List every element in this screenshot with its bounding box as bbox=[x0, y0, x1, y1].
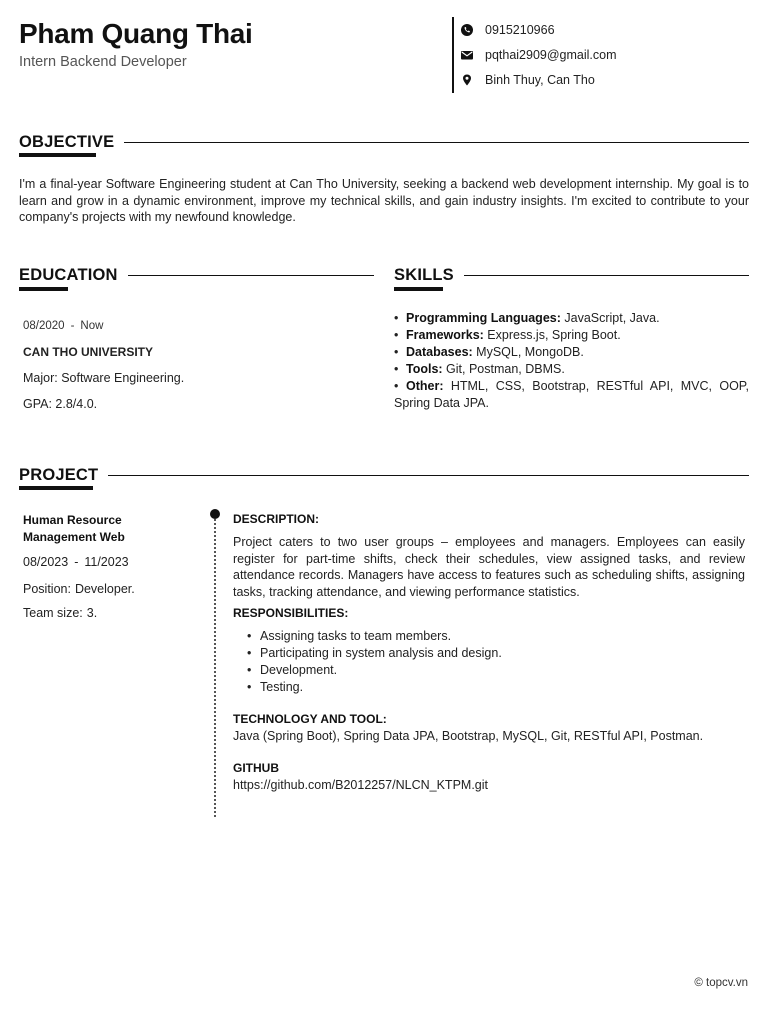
project-divider bbox=[108, 475, 749, 476]
project-timeline bbox=[214, 512, 216, 817]
contact-address bbox=[461, 67, 617, 92]
project-name: Human Resource Management Web bbox=[23, 513, 125, 544]
education-date-start: 08/2020 bbox=[23, 320, 65, 332]
education-gpa: GPA: 2.8/4.0. bbox=[23, 397, 98, 411]
education-title: EDUCATION bbox=[19, 266, 118, 284]
skill-value: HTML, CSS, Bootstrap, RESTful API, MVC, OOP, Spring Data JPA. bbox=[394, 379, 749, 410]
project-description-title: DESCRIPTION: bbox=[233, 512, 320, 526]
responsibility-item: • Assigning tasks to team members. bbox=[247, 629, 452, 643]
project-date-separator: - bbox=[74, 555, 79, 569]
skill-value: Git, Postman, DBMS. bbox=[442, 362, 565, 376]
project-team-value: 3. bbox=[86, 606, 98, 620]
project-header bbox=[19, 466, 749, 485]
education-divider bbox=[128, 275, 374, 276]
project-title: PROJECT bbox=[19, 466, 99, 484]
timeline-dot bbox=[210, 509, 220, 519]
address-text: Binh Thuy, Can Tho bbox=[485, 72, 595, 87]
skill-label: Programming Languages: bbox=[406, 311, 561, 325]
responsibility-text: Participating in system analysis and design. bbox=[260, 646, 502, 660]
project-details bbox=[233, 512, 745, 794]
education-entry bbox=[23, 313, 363, 417]
education-school: CAN THO UNIVERSITY bbox=[23, 345, 154, 359]
project-date-end: 11/2023 bbox=[84, 555, 129, 569]
project-position bbox=[23, 577, 198, 601]
project-responsibilities-title: RESPONSIBILITIES: bbox=[233, 606, 349, 620]
project-underbar bbox=[19, 486, 93, 490]
project-tech: Java (Spring Boot), Spring Data JPA, Bootstrap, MySQL, Git, RESTful API, Postman. bbox=[233, 729, 704, 743]
skills-underbar bbox=[394, 287, 443, 291]
email-text[interactable]: pqthai2909@gmail.com bbox=[485, 47, 617, 62]
project-description: Project caters to two user groups – employees and managers. Employees can easily register for part-time shifts, check their schedules, view assigned tasks, and review attendance records. Managers have access to features such as scheduling shifts, assigning tasks, tracking attendance, and viewing performance statistics. bbox=[233, 535, 745, 599]
education-underbar bbox=[19, 287, 68, 291]
footer-watermark: © topcv.vn bbox=[694, 977, 748, 989]
skills-list bbox=[394, 310, 749, 412]
responsibility-item: • Development. bbox=[247, 663, 338, 677]
skills-title: SKILLS bbox=[394, 266, 454, 284]
skills-divider bbox=[464, 275, 749, 276]
skill-label: Tools: bbox=[406, 362, 443, 376]
skill-label: Other: bbox=[406, 379, 444, 393]
project-position-value: Developer. bbox=[74, 582, 135, 596]
project-date-start: 08/2023 bbox=[23, 555, 69, 569]
objective-text: I'm a final-year Software Engineering student at Can Tho University, seeking a backend web development internship. My goal is to learn and grow in a dynamic environment, improve my technical skills, and gain industry insights. I'm excited to contribute to your company's projects with my newfound knowledge. bbox=[19, 177, 749, 224]
responsibilities-list bbox=[233, 628, 745, 696]
contact-email bbox=[461, 42, 617, 67]
education-major: Major: Software Engineering. bbox=[23, 371, 185, 385]
skill-label: Databases: bbox=[406, 345, 473, 359]
skills-header bbox=[394, 266, 749, 285]
skill-item: • Programming Languages: JavaScript, Java. bbox=[394, 311, 660, 325]
skill-value: Express.js, Spring Boot. bbox=[483, 328, 621, 342]
project-date bbox=[23, 553, 198, 571]
objective-underbar bbox=[19, 153, 96, 157]
skill-item-other: • Other: HTML, CSS, Bootstrap, RESTful API, MVC, OOP, Spring Data JPA. bbox=[394, 379, 749, 410]
project-team-label: Team size: bbox=[23, 606, 83, 620]
phone-text: 0915210966 bbox=[485, 22, 555, 37]
skill-label: Frameworks: bbox=[406, 328, 484, 342]
responsibility-text: Testing. bbox=[260, 680, 304, 694]
responsibility-text: Development. bbox=[260, 663, 338, 677]
education-date-separator: - bbox=[70, 320, 75, 332]
objective-title: OBJECTIVE bbox=[19, 133, 115, 151]
project-meta bbox=[23, 512, 198, 625]
objective-divider bbox=[124, 142, 749, 143]
education-date-end: Now bbox=[80, 320, 104, 332]
project-github-link[interactable]: https://github.com/B2012257/NLCN_KTPM.git bbox=[233, 778, 488, 792]
skill-item: • Tools: Git, Postman, DBMS. bbox=[394, 362, 565, 376]
education-header bbox=[19, 266, 374, 285]
project-team-size bbox=[23, 601, 198, 625]
job-title: Intern Backend Developer bbox=[19, 54, 187, 70]
education-date bbox=[23, 313, 363, 339]
project-github-title: GITHUB bbox=[233, 761, 279, 775]
contact-block bbox=[452, 17, 617, 93]
envelope-icon bbox=[461, 49, 473, 61]
responsibility-item: • Testing. bbox=[247, 680, 304, 694]
phone-icon bbox=[461, 24, 473, 36]
candidate-name: Pham Quang Thai bbox=[19, 18, 253, 49]
skill-item: • Frameworks: Express.js, Spring Boot. bbox=[394, 328, 621, 342]
skill-value: MySQL, MongoDB. bbox=[472, 345, 584, 359]
responsibility-item: • Participating in system analysis and design. bbox=[247, 646, 502, 660]
contact-phone bbox=[461, 17, 617, 42]
skill-value: JavaScript, Java. bbox=[560, 311, 660, 325]
objective-header bbox=[19, 133, 749, 152]
responsibility-text: Assigning tasks to team members. bbox=[260, 629, 452, 643]
project-position-label: Position: bbox=[23, 582, 71, 596]
project-tech-title: TECHNOLOGY AND TOOL: bbox=[233, 712, 387, 726]
skill-item: • Databases: MySQL, MongoDB. bbox=[394, 345, 584, 359]
map-marker-icon bbox=[461, 74, 473, 86]
